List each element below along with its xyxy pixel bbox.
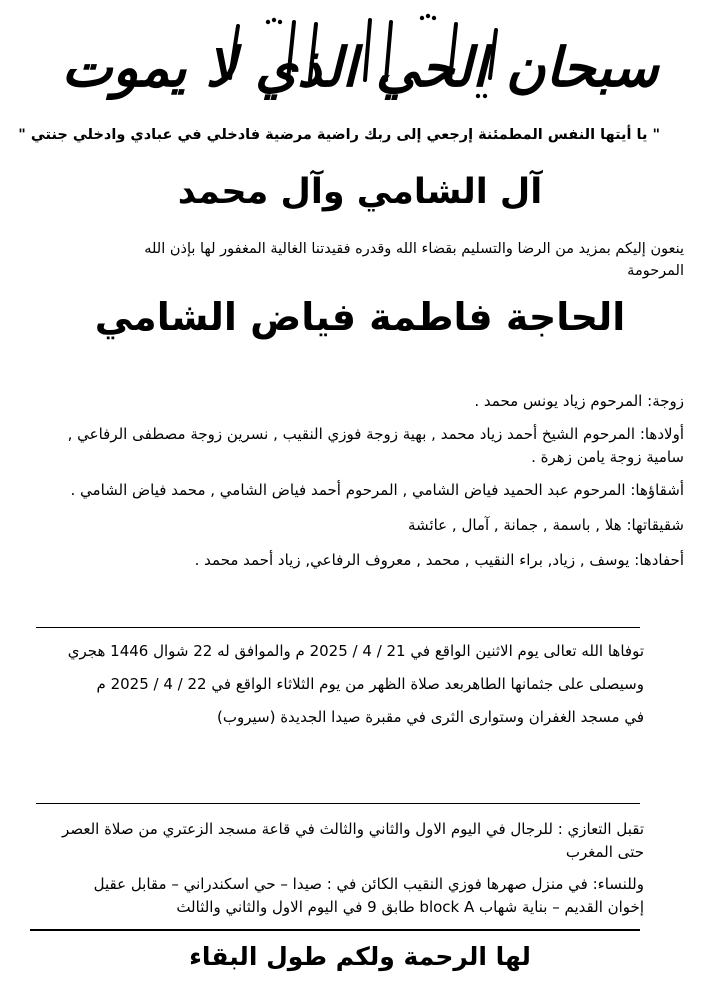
death-info: [60, 640, 644, 729]
closing-divider: [30, 929, 640, 931]
relative-row-husband: [60, 390, 684, 413]
calligraphy-text: سبحان الحي الذي لا يموت: [61, 35, 659, 99]
relative-names: المرحوم الشيخ أحمد زياد محمد , بهية زوجة فوزي النقيب , نسرين زوجة مصطفى الرفاعي , سامية زوجة يامن زهرة .: [67, 425, 684, 466]
relative-row-grandchildren: [60, 549, 684, 572]
deceased-name: الحاجة فاطمة فياض الشامي: [94, 295, 626, 339]
relative-names: المرحوم عبد الحميد فياض الشامي , المرحوم أحمد فياض الشامي , محمد فياض الشامي .: [70, 481, 626, 499]
condolences-men-text: تقبل التعازي : للرجال في اليوم الاول والثاني والثالث في قاعة مسجد الزعتري من صلاة العصر حتى المغرب: [62, 820, 644, 861]
relative-row-sisters: [60, 514, 684, 537]
quran-verse: " يا أيتها النفس المطمئنة إرجعي إلى ربك راضية مرضية فادخلي في عبادي وادخلي جنتي ": [18, 127, 660, 143]
relative-row-brothers: [60, 479, 684, 502]
relative-label: أحفادها:: [634, 551, 684, 569]
relative-names: يوسف , زياد, براء النقيب , محمد , معروف الرفاعي, زياد أحمد محمد .: [194, 551, 630, 569]
relative-label: زوجة:: [647, 392, 684, 410]
condolences: [60, 818, 644, 919]
condolences-women-text: وللنساء: في منزل صهرها فوزي النقيب الكائن في : صيدا – حي اسكندراني – مقابل عقيل إخوان القديم – بناية شهاب block A طابق 9 في اليوم الاول والثاني والثالث: [93, 875, 644, 916]
closing-phrase: لها الرحمة ولكم طول البقاء: [189, 942, 531, 971]
section-divider: [36, 627, 640, 628]
section-divider: [36, 803, 640, 804]
burial-text: في مسجد الغفران وستوارى الثرى في مقبرة صيدا الجديدة (سيروب): [216, 708, 644, 726]
header-calligraphy: [61, 8, 659, 103]
intro-text: ينعون إليكم بمزيد من الرضا والتسليم بقضاء الله وقدره فقيدتنا الغالية المغفور لها بإذن الله المرحومة: [144, 241, 684, 279]
relative-label: شقيقاتها:: [626, 516, 684, 534]
relative-names: هلا , باسمة , جمانة , آمال , عائشة: [408, 516, 622, 534]
relative-names: المرحوم زياد يونس محمد .: [474, 392, 643, 410]
calligraphy-graphic: [61, 8, 659, 103]
relative-label: أولادها:: [639, 425, 684, 443]
family-title: آل الشامي وآل محمد: [177, 172, 543, 212]
relative-row-children: [60, 423, 684, 469]
relatives-list: [60, 390, 684, 572]
death-date-text: توفاها الله تعالى يوم الاثنين الواقع في 21 / 4 / 2025 م والموافق له 22 شوال 1446 هجري: [67, 642, 644, 660]
prayer-text: وسيصلى على جثمانها الطاهربعد صلاة الظهر من يوم الثلاثاء الواقع في 22 / 4 / 2025 م: [96, 675, 644, 693]
relative-label: أشقاؤها:: [630, 481, 684, 499]
